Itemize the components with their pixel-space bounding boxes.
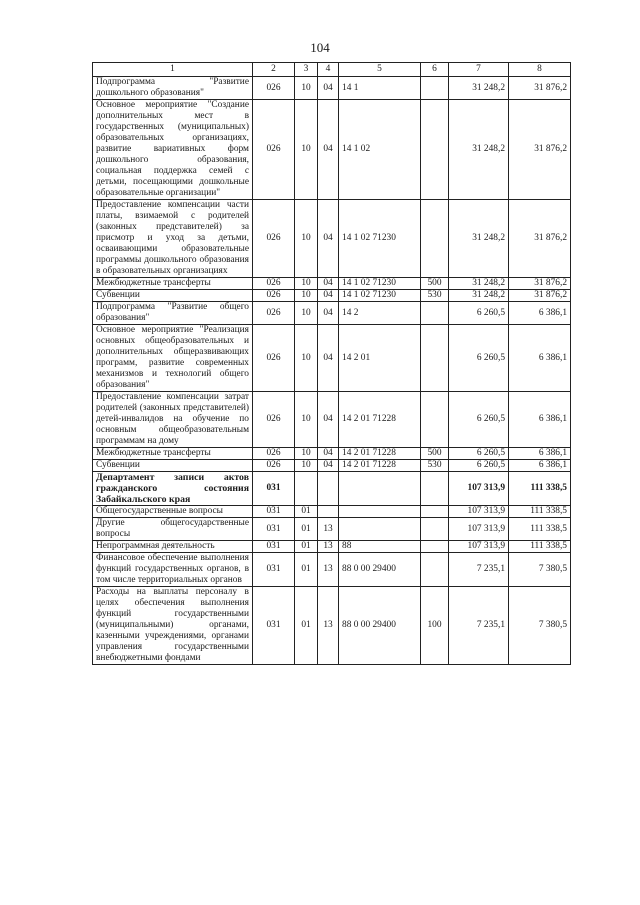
amount-year-2: 111 338,5: [509, 506, 571, 518]
target-article-code: 14 2 01 71228: [339, 460, 421, 472]
target-article-code: 14 1 02 71230: [339, 278, 421, 290]
column-header: 1: [93, 63, 253, 77]
subsection-code: 04: [318, 77, 339, 100]
target-article-code: [339, 506, 421, 518]
amount-year-1: 31 248,2: [449, 278, 509, 290]
expense-type-code: 500: [421, 278, 449, 290]
amount-year-2: 31 876,2: [509, 200, 571, 278]
table-row: [93, 77, 571, 100]
section-code: 01: [295, 587, 318, 665]
amount-year-2: 7 380,5: [509, 587, 571, 665]
section-code: 10: [295, 448, 318, 460]
amount-year-1: 107 313,9: [449, 472, 509, 506]
amount-year-1: 107 313,9: [449, 541, 509, 553]
header-row: [93, 63, 571, 77]
amount-year-1: 31 248,2: [449, 200, 509, 278]
column-header: 8: [509, 63, 571, 77]
expense-type-code: [421, 541, 449, 553]
item-name: Непрограммная деятельность: [93, 541, 253, 553]
table-row: [93, 325, 571, 392]
amount-year-2: 111 338,5: [509, 518, 571, 541]
section-code: 10: [295, 100, 318, 200]
table-row: [93, 278, 571, 290]
table-row: [93, 200, 571, 278]
target-article-code: 88: [339, 541, 421, 553]
amount-year-1: 7 235,1: [449, 553, 509, 587]
section-code: 01: [295, 506, 318, 518]
table-row: [93, 587, 571, 665]
column-header: 5: [339, 63, 421, 77]
item-name: Подпрограмма "Развитие общего образования": [93, 302, 253, 325]
section-code: 10: [295, 392, 318, 448]
table-row: [93, 448, 571, 460]
admin-code: 031: [253, 541, 295, 553]
subsection-code: 04: [318, 278, 339, 290]
amount-year-1: 6 260,5: [449, 392, 509, 448]
amount-year-2: 6 386,1: [509, 325, 571, 392]
admin-code: 026: [253, 77, 295, 100]
amount-year-1: 31 248,2: [449, 100, 509, 200]
admin-code: 026: [253, 392, 295, 448]
expense-type-code: [421, 325, 449, 392]
expense-type-code: [421, 553, 449, 587]
item-name: Субвенции: [93, 290, 253, 302]
admin-code: 031: [253, 587, 295, 665]
admin-code: 026: [253, 325, 295, 392]
section-code: 10: [295, 325, 318, 392]
expense-type-code: [421, 200, 449, 278]
target-article-code: 14 2: [339, 302, 421, 325]
column-header: 6: [421, 63, 449, 77]
section-code: 10: [295, 290, 318, 302]
item-name: Основное мероприятие "Реализация основных общеобразовательных и дополнительных общеразвивающих программ, развитие современных механизмов и технологий общего образования": [93, 325, 253, 392]
subsection-code: 04: [318, 392, 339, 448]
subsection-code: 13: [318, 587, 339, 665]
section-code: [295, 472, 318, 506]
subsection-code: 04: [318, 302, 339, 325]
table-row: [93, 460, 571, 472]
expense-type-code: [421, 506, 449, 518]
amount-year-2: 6 386,1: [509, 448, 571, 460]
item-name: Предоставление компенсации части платы, взимаемой с родителей (законных представителей) за присмотр и уход за детьми, осваивающими образовательные программы дошкольного образования в образовательных организациях: [93, 200, 253, 278]
table-row: [93, 472, 571, 506]
item-name: Межбюджетные трансферты: [93, 278, 253, 290]
admin-code: 026: [253, 460, 295, 472]
admin-code: 026: [253, 290, 295, 302]
target-article-code: 14 2 01 71228: [339, 392, 421, 448]
expense-type-code: 500: [421, 448, 449, 460]
item-name: Расходы на выплаты персоналу в целях обеспечения выполнения функций государственными (муниципальными) органами, казенными учреждениями, органами управления государственными внебюджетными фондами: [93, 587, 253, 665]
subsection-code: 13: [318, 518, 339, 541]
subsection-code: 04: [318, 325, 339, 392]
section-code: 10: [295, 77, 318, 100]
column-header: 7: [449, 63, 509, 77]
target-article-code: 14 1 02: [339, 100, 421, 200]
item-name: Департамент записи актов гражданского состояния Забайкальского края: [93, 472, 253, 506]
amount-year-2: 31 876,2: [509, 290, 571, 302]
expense-type-code: [421, 302, 449, 325]
amount-year-1: 6 260,5: [449, 448, 509, 460]
subsection-code: [318, 472, 339, 506]
subsection-code: 13: [318, 541, 339, 553]
admin-code: 026: [253, 448, 295, 460]
section-code: 01: [295, 518, 318, 541]
target-article-code: 14 1 02 71230: [339, 290, 421, 302]
target-article-code: 14 1 02 71230: [339, 200, 421, 278]
subsection-code: 04: [318, 200, 339, 278]
amount-year-1: 107 313,9: [449, 506, 509, 518]
expense-type-code: 530: [421, 290, 449, 302]
table-row: [93, 518, 571, 541]
item-name: Межбюджетные трансферты: [93, 448, 253, 460]
expense-type-code: [421, 77, 449, 100]
table-row: [93, 506, 571, 518]
page-number: 104: [310, 40, 330, 55]
column-header: 3: [295, 63, 318, 77]
item-name: Предоставление компенсации затрат родителей (законных представителей) детей-инвалидов на обучение по основным общеобразовательным программам на дому: [93, 392, 253, 448]
table-row: [93, 100, 571, 200]
section-code: 01: [295, 553, 318, 587]
section-code: 10: [295, 302, 318, 325]
amount-year-2: 31 876,2: [509, 77, 571, 100]
amount-year-2: 6 386,1: [509, 460, 571, 472]
target-article-code: [339, 472, 421, 506]
admin-code: 031: [253, 472, 295, 506]
item-name: Основное мероприятие "Создание дополнительных мест в государственных (муниципальных) образовательных организациях, развитие вариативных форм дошкольного образования, социальная поддержка семей с детьми, посещающими дошкольные образовательные организации": [93, 100, 253, 200]
table-row: [93, 392, 571, 448]
section-code: 01: [295, 541, 318, 553]
target-article-code: 88 0 00 29400: [339, 553, 421, 587]
target-article-code: 14 1: [339, 77, 421, 100]
section-code: 10: [295, 278, 318, 290]
amount-year-2: 31 876,2: [509, 100, 571, 200]
amount-year-1: 6 260,5: [449, 325, 509, 392]
admin-code: 026: [253, 278, 295, 290]
amount-year-1: 6 260,5: [449, 460, 509, 472]
amount-year-2: 6 386,1: [509, 392, 571, 448]
table-row: [93, 541, 571, 553]
item-name: Общегосударственные вопросы: [93, 506, 253, 518]
admin-code: 031: [253, 518, 295, 541]
admin-code: 026: [253, 200, 295, 278]
section-code: 10: [295, 200, 318, 278]
admin-code: 031: [253, 506, 295, 518]
column-header: 4: [318, 63, 339, 77]
amount-year-1: 107 313,9: [449, 518, 509, 541]
amount-year-1: 6 260,5: [449, 302, 509, 325]
budget-table: [92, 62, 571, 665]
item-name: Другие общегосударственные вопросы: [93, 518, 253, 541]
target-article-code: 14 2 01 71228: [339, 448, 421, 460]
table-row: [93, 302, 571, 325]
subsection-code: 04: [318, 448, 339, 460]
amount-year-2: 6 386,1: [509, 302, 571, 325]
expense-type-code: [421, 392, 449, 448]
amount-year-1: 31 248,2: [449, 77, 509, 100]
table-row: [93, 553, 571, 587]
subsection-code: 04: [318, 100, 339, 200]
subsection-code: 04: [318, 290, 339, 302]
column-header: 2: [253, 63, 295, 77]
expense-type-code: 530: [421, 460, 449, 472]
amount-year-2: 111 338,5: [509, 472, 571, 506]
item-name: Подпрограмма "Развитие дошкольного образования": [93, 77, 253, 100]
amount-year-1: 31 248,2: [449, 290, 509, 302]
section-code: 10: [295, 460, 318, 472]
target-article-code: 88 0 00 29400: [339, 587, 421, 665]
expense-type-code: [421, 100, 449, 200]
admin-code: 031: [253, 553, 295, 587]
amount-year-1: 7 235,1: [449, 587, 509, 665]
target-article-code: 14 2 01: [339, 325, 421, 392]
target-article-code: [339, 518, 421, 541]
amount-year-2: 31 876,2: [509, 278, 571, 290]
expense-type-code: 100: [421, 587, 449, 665]
amount-year-2: 7 380,5: [509, 553, 571, 587]
admin-code: 026: [253, 100, 295, 200]
subsection-code: 04: [318, 460, 339, 472]
expense-type-code: [421, 518, 449, 541]
item-name: Финансовое обеспечение выполнения функций государственных органов, в том числе территориальных органов: [93, 553, 253, 587]
table-row: [93, 290, 571, 302]
amount-year-2: 111 338,5: [509, 541, 571, 553]
subsection-code: [318, 506, 339, 518]
expense-type-code: [421, 472, 449, 506]
item-name: Субвенции: [93, 460, 253, 472]
admin-code: 026: [253, 302, 295, 325]
subsection-code: 13: [318, 553, 339, 587]
